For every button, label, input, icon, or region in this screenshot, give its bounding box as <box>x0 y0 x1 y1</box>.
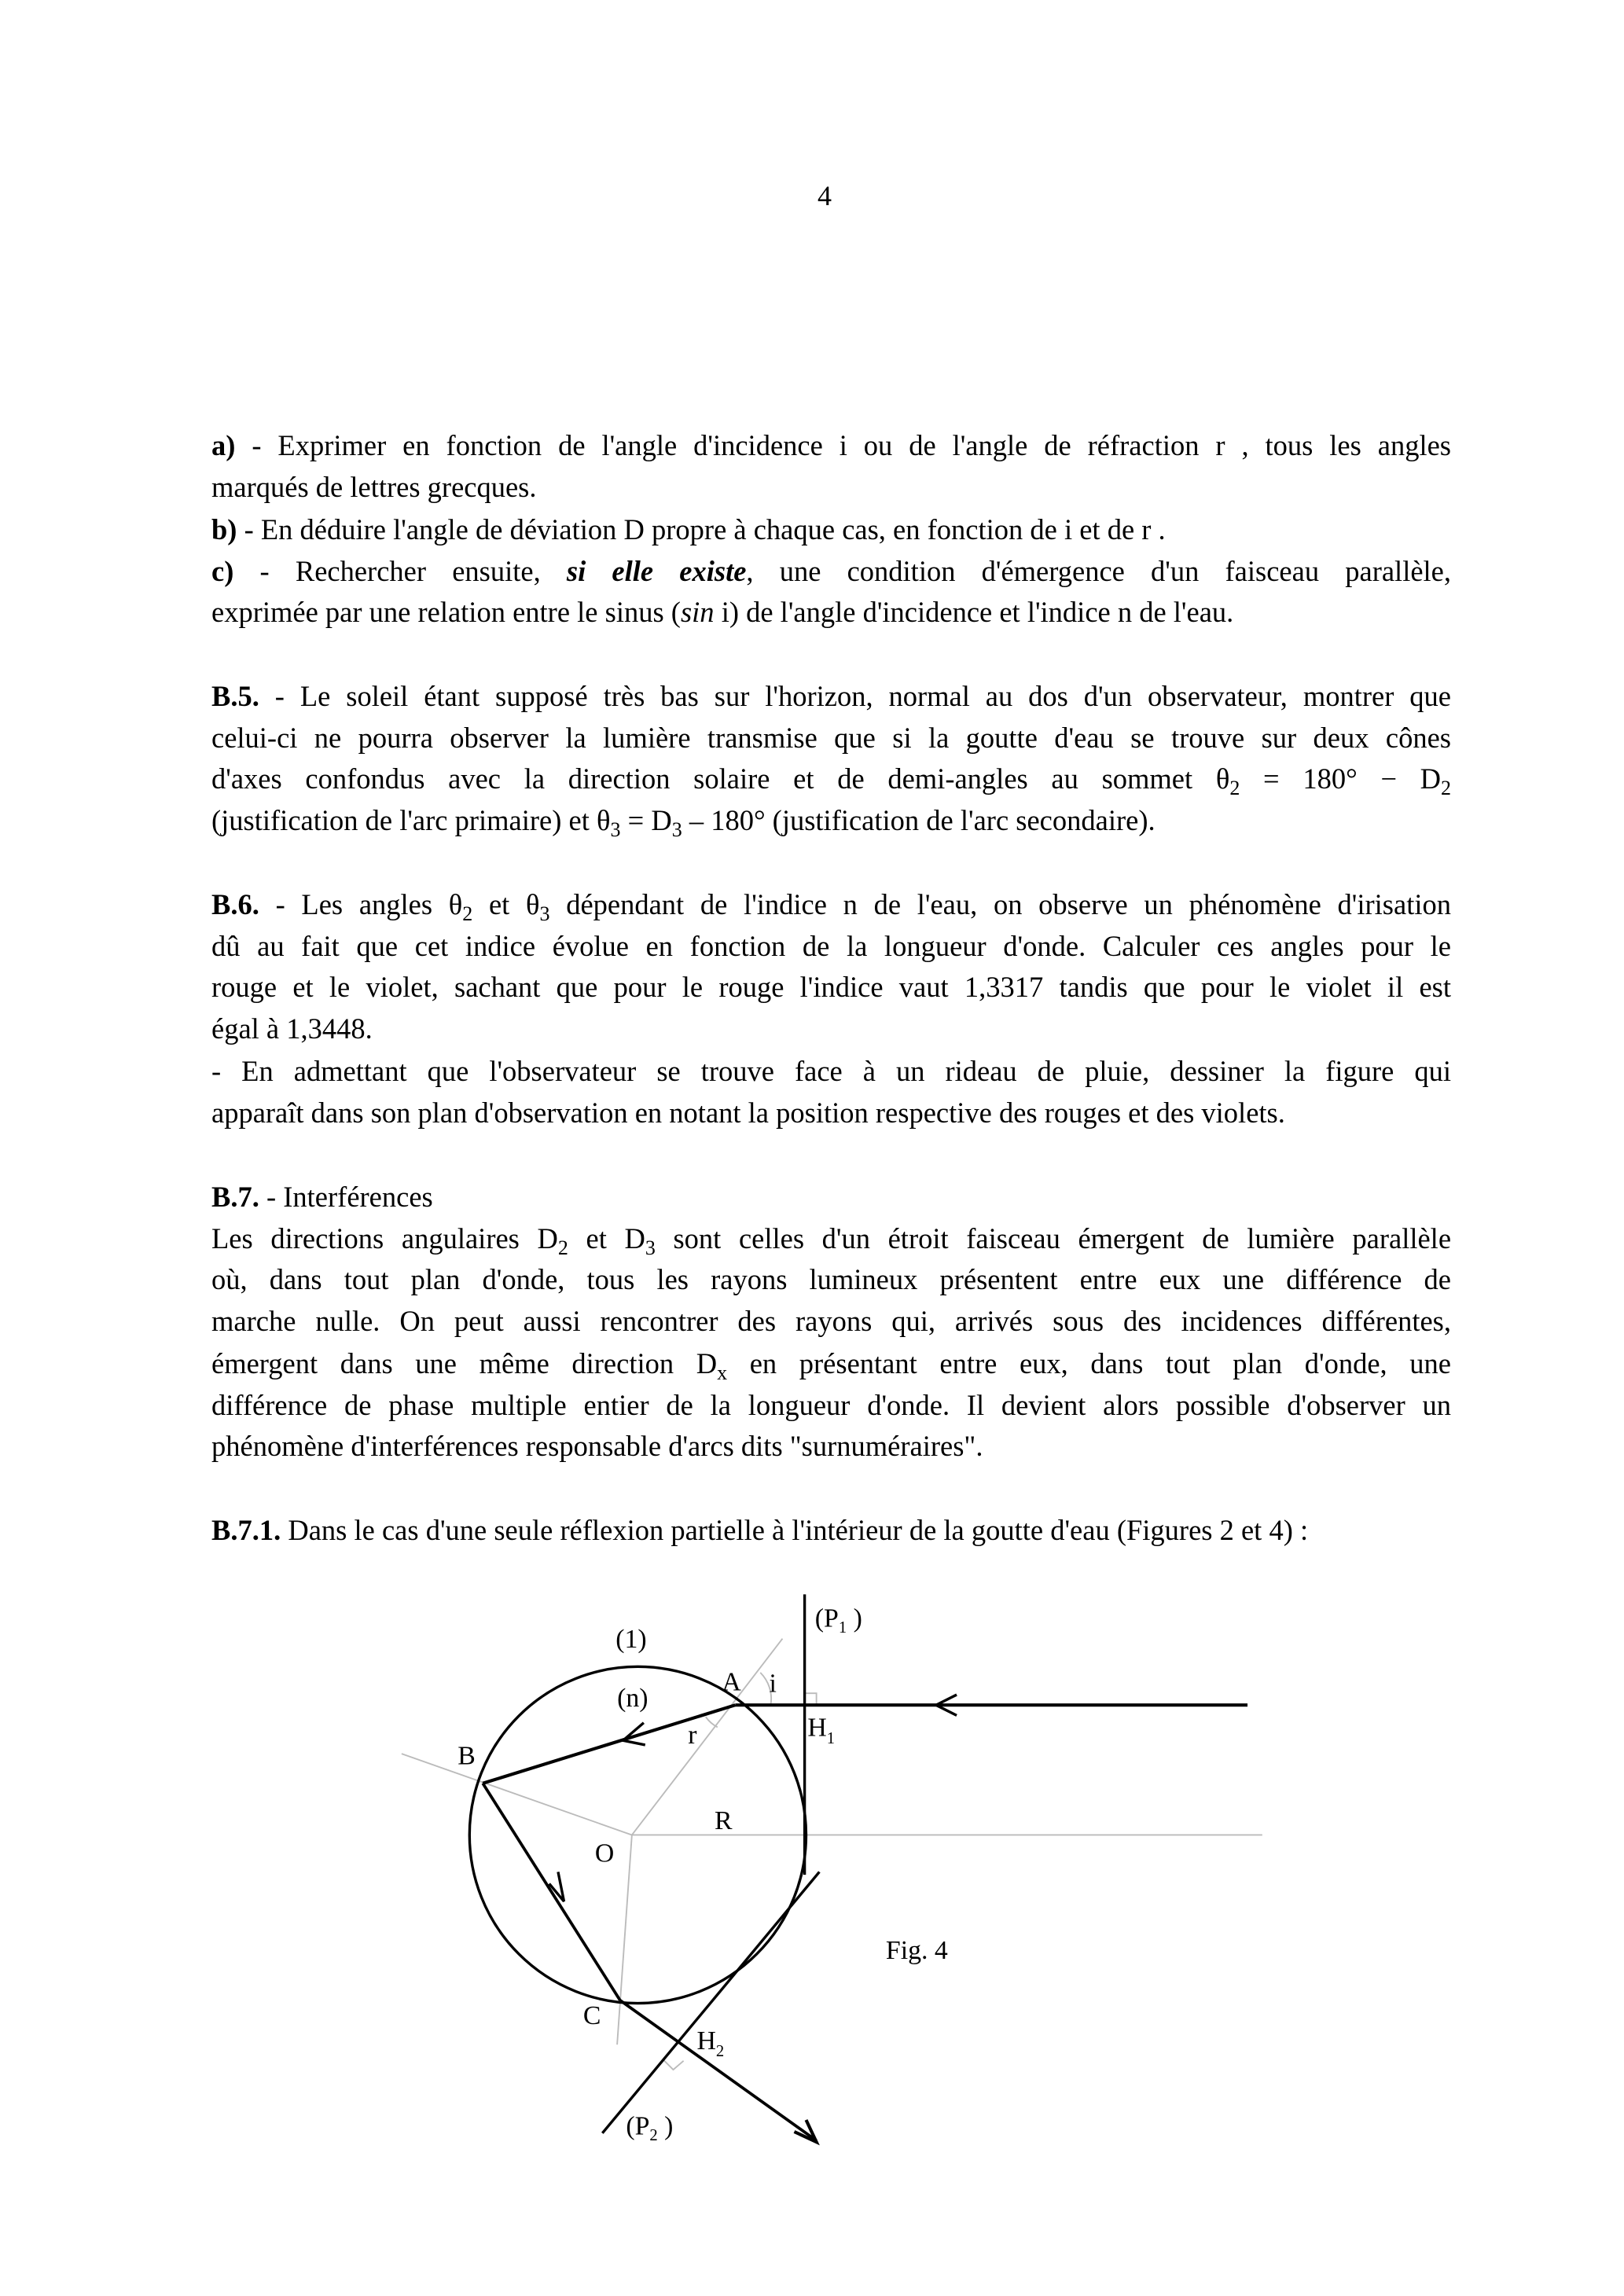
label-point-H2: $H_2$ <box>696 2026 725 2061</box>
subscript: 3 <box>539 902 550 926</box>
page-number: 4 <box>818 180 832 211</box>
right-angle-H2 <box>663 2059 683 2070</box>
label-plane-P1: ($P_1$ ) <box>814 1604 862 1637</box>
subscript: 2 <box>557 1236 568 1259</box>
text-segment: - Rechercher ensuite, <box>233 554 567 587</box>
arrow-BC-icon <box>549 1872 564 1901</box>
text-segment: , une condition d'émergence d'un faisceau parallèle, <box>746 554 1451 587</box>
text-segment: - Exprimer en fonction de l'angle d'incidence i ou de l'angle de réfraction r , tous les angles <box>235 429 1451 462</box>
text-segment: - Interférences <box>259 1180 433 1213</box>
label-plane-P2: ($P_2$ ) <box>626 2111 674 2145</box>
angle-r-arc <box>706 1717 718 1727</box>
label-point-B: B <box>457 1741 476 1771</box>
emphasis-text: si elle existe <box>566 554 747 587</box>
text-segment: = 180° − D <box>1240 762 1442 795</box>
text-segment: et θ <box>472 888 540 921</box>
text-segment: i) de l'angle d'incidence et l'indice n de l'eau. <box>714 596 1234 629</box>
text-segment: - En déduire l'angle de déviation D propre à chaque cas, en fonction de i et de r . <box>237 513 1166 546</box>
text-segment: marche nulle. On peut aussi rencontrer des rayons qui, arrivés sous des incidences différentes, <box>211 1304 1451 1337</box>
text-segment: Dans le cas d'une seule réflexion partielle à l'intérieur de la goutte d'eau (Figures 2 et 4) : <box>281 1514 1309 1547</box>
ray-A-B <box>483 1705 735 1784</box>
label-point-O: O <box>594 1839 615 1868</box>
text-segment: - En admettant que l'observateur se trouve face à un rideau de pluie, dessiner la figure qui <box>211 1055 1451 1088</box>
text-segment: émergent dans une même direction D <box>211 1347 718 1380</box>
text-segment: dépendant de l'indice n de l'eau, on observe un phénomène d'irisation <box>549 888 1451 921</box>
right-angle-H1 <box>805 1693 817 1705</box>
text-segment: marqués de lettres grecques. <box>211 470 537 503</box>
text-segment: et D <box>568 1221 645 1255</box>
subscript: 2 <box>1441 777 1452 800</box>
text-segment: phénomène d'interférences responsable d'arcs dits "surnuméraires". <box>211 1430 983 1463</box>
label-radius-R: R <box>715 1806 733 1835</box>
ray-B-C <box>483 1784 620 2000</box>
label-angle-i: i <box>769 1669 777 1699</box>
emphasis-text: B.6. <box>211 888 259 921</box>
text-segment: différence de phase multiple entier de la longueur d'onde. Il devient alors possible d'observer un <box>211 1388 1451 1421</box>
text-segment: = D <box>620 804 672 837</box>
text-segment: - Le soleil étant supposé très bas sur l'horizon, normal au dos d'un observateur, montrer que <box>259 680 1451 713</box>
subscript: 3 <box>610 818 621 842</box>
figure-caption: Fig. 4 <box>885 1936 948 1966</box>
text-segment: Les directions angulaires D <box>211 1221 558 1255</box>
text-segment: apparaît dans son plan d'observation en notant la position respective des rouges et des violets. <box>211 1096 1285 1129</box>
emphasis-text: B.7. <box>211 1180 259 1213</box>
label-point-C: C <box>582 2000 601 2030</box>
emphasis-text: b) <box>211 513 237 546</box>
label-point-A: A <box>722 1667 741 1697</box>
text-segment: - Les angles θ <box>259 888 463 921</box>
text-segment: celui-ci ne pourra observer la lumière transmise que si la goutte d'eau se trouve sur deux cônes <box>211 721 1451 754</box>
subscript: 3 <box>645 1236 656 1259</box>
text-segment: où, dans tout plan d'onde, tous les rayons lumineux présentent entre eux une différence de <box>211 1263 1451 1296</box>
text-segment: (justification de l'arc primaire) et θ <box>211 804 611 837</box>
label-point-H1: $H_1$ <box>807 1713 836 1748</box>
subscript: 3 <box>671 818 682 842</box>
normal-at-C <box>617 1835 632 2044</box>
text-segment: sont celles d'un étroit faisceau émergent de lumière parallèle <box>655 1221 1452 1255</box>
subscript: 2 <box>462 902 473 926</box>
subscript: 2 <box>1229 777 1240 800</box>
label-medium-n: (n) <box>617 1684 648 1714</box>
text-segment: d'axes confondus avec la direction solaire et de demi-angles au sommet θ <box>211 762 1230 795</box>
normal-at-B <box>402 1754 632 1835</box>
label-angle-r: r <box>688 1721 697 1750</box>
subscript: x <box>717 1361 728 1385</box>
text-segment: en présentant entre eux, dans tout plan d'onde, une <box>727 1347 1451 1380</box>
text-segment: exprimée par une relation entre le sinus ( <box>211 596 681 629</box>
emphasis-text: a) <box>211 429 236 462</box>
emphasis-text: B.7.1. <box>211 1514 281 1547</box>
emphasis-text: B.5. <box>211 680 259 713</box>
emphasis-text: sin <box>680 596 715 629</box>
text-segment: dû au fait que cet indice évolue en fonction de la longueur d'onde. Calculer ces angles pour le <box>211 929 1451 962</box>
emphasis-text: c) <box>211 554 234 587</box>
text-segment: égal à 1,3448. <box>211 1012 373 1045</box>
label-medium-1: (1) <box>615 1624 647 1654</box>
text-segment: – 180° (justification de l'arc secondaire). <box>682 804 1156 837</box>
text-segment: rouge et le violet, sachant que pour le rouge l'indice vaut 1,3317 tandis que pour le violet il est <box>211 971 1451 1004</box>
